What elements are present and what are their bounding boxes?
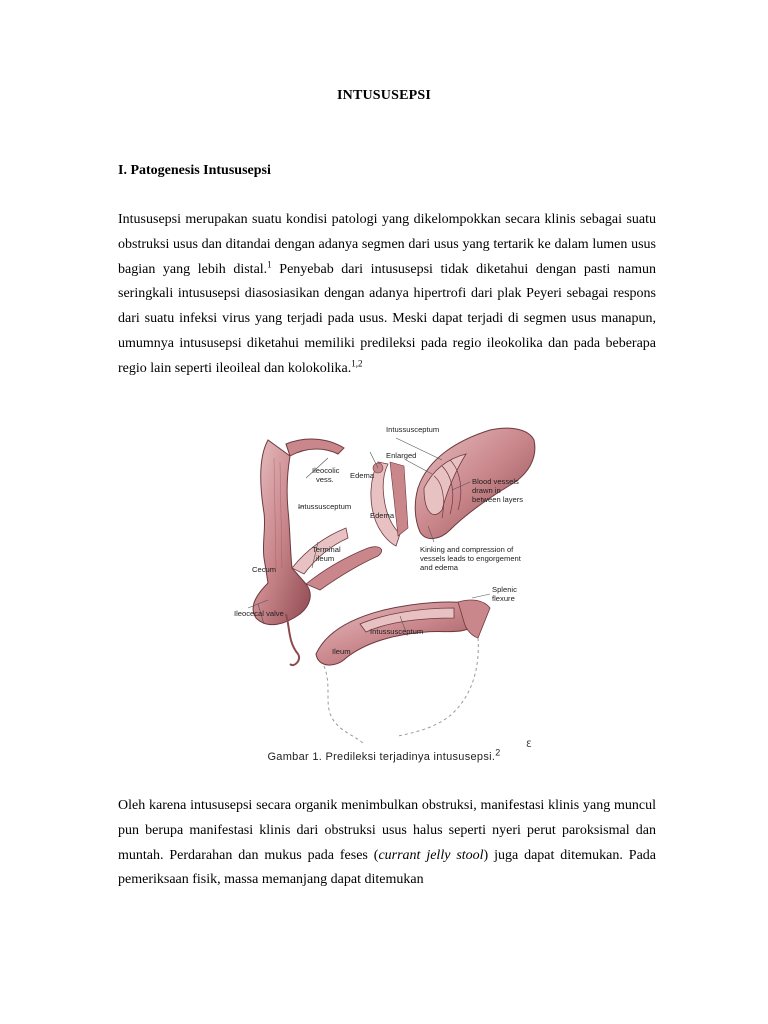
label-ileocolic-1: Ileocolic [312,466,340,475]
label-enlarged: Enlarged [386,451,417,460]
label-blood-vessels-1: Blood vessels [472,477,519,486]
figure-caption-text: Gambar 1. Predileksi terjadinya intususepsi. [267,751,496,763]
label-ileocecal-valve: Ileocecal valve [234,609,284,618]
figure-corner-mark: Ɛ [526,740,532,750]
intussusception-illustration [228,418,540,752]
label-edema-top: Edema [350,471,375,480]
label-intussusceptum-bottom: Intussusceptum [370,627,424,636]
label-blood-vessels-3: between layers [472,495,524,504]
paragraph-manifestasi [118,794,656,893]
label-edema-mid: Edema [370,511,395,520]
page-title: INTUSUSEPSI [336,88,431,103]
paragraph-text: ) juga dapat ditemukan. Pada pemeriksaan fisik, massa memanjang dapat ditemukan [118,847,656,888]
paragraph-text: Penyebab dari intususepsi tidak diketahui dengan pasti namun seringkali intususepsi diasosiasikan dengan adanya hipertrofi dari plak Peyeri sebagai respons dari suatu infeksi virus yang terjadi pada usus. Meski dapat terjadi di segmen usus manapun, umumnya intususepsi diketahui memiliki predileksi pada regio ileokolika dan pada beberapa regio lain seperti ileoileal dan kolokolika. [118,261,656,376]
label-blood-vessels-2: drawn in [472,486,501,495]
label-ileum: Ileum [332,647,351,656]
citation-ref: 1,2 [351,358,363,369]
label-terminal-2: ileum [316,554,335,563]
citation-ref: 1 [267,258,272,269]
paragraph-text: Intususepsi merupakan suatu kondisi patologi yang dikelompokkan secara klinis sebagai suatu obstruksi usus dan ditandai dengan adanya segmen dari usus yang tertarik ke dalam lumen usus bagian yang lebih distal. [118,212,656,277]
label-terminal-1: Terminal [312,545,341,554]
splenic-flexure-drawing [316,594,490,744]
label-ileocolic-2: vess. [316,475,334,484]
section-heading: I. Patogenesis Intususepsi [118,163,271,178]
label-kinking-2: vessels leads to engorgement [420,554,521,563]
label-splenic-2: flexure [492,594,515,603]
emphasized-term: currant jelly stool [378,847,484,863]
label-cecum: Cecum [252,565,277,574]
label-kinking-3: and edema [420,563,458,572]
figure-caption [0,747,768,763]
figure-caption-ref: 2 [495,747,501,758]
paragraph-patogenesis [118,208,656,382]
label-intussusceptum-left: Intussusceptum [298,502,352,511]
label-kinking-1: Kinking and compression of [420,545,514,554]
label-splenic-1: Splenic [492,585,517,594]
label-intussusceptum-top: Intussusceptum [386,425,440,434]
paragraph-text: Oleh karena intususepsi secara organik menimbulkan obstruksi, manifestasi klinis yang muncul pun berupa manifestasi klinis dari obstruksi usus halus seperti nyeri perut paroksismal dan muntah. Perdarahan dan mukus pada feses ( [118,798,656,863]
edema-detail-drawing [370,452,408,546]
